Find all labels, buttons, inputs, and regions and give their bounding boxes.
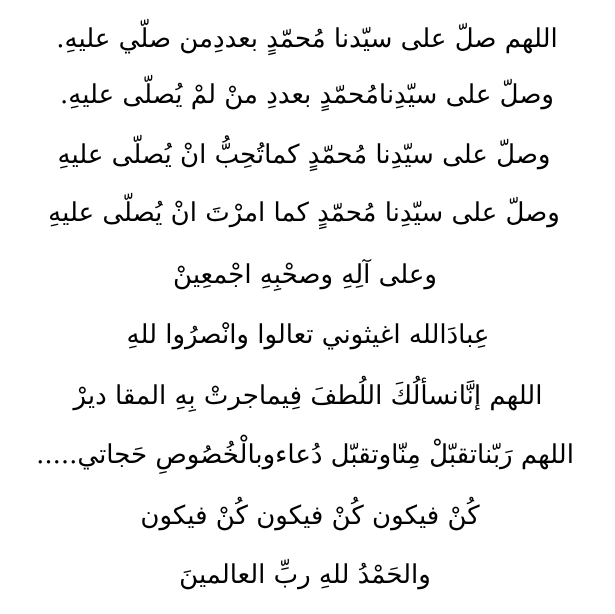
text-line-7: اللهم إنَّانسألُكَ اللُطفَ فِيماجرتْ بِهِ المقا ديرْ bbox=[73, 381, 543, 411]
text-line-4: وصلّ على سيّدِنا مُحمّدٍ كما امرْتَ انْ يُصلّى عليهِ bbox=[48, 198, 560, 228]
text-line-2: وصلّ على سيّدِنامُحمّدٍ بعددِ منْ لمْ يُصلّى عليهِ. bbox=[60, 80, 554, 110]
text-line-6: عِبادَالله اغيثوني تعالوا وانْصرُوا للهِ bbox=[126, 320, 490, 350]
text-line-1: اللهم صلّ على سيّدنا مُحمّدٍ بعددِمن صلّي عليهِ. bbox=[56, 24, 558, 54]
text-line-3: وصلّ على سيّدِنا مُحمّدٍ كماتُحِبُّ انْ يُصلّى عليهِ bbox=[57, 140, 551, 170]
text-line-9: كُنْ فيكون كُنْ فيكون كُنْ فيكون bbox=[140, 501, 480, 531]
text-line-5: وعلى آلِهِ وصحْبِهِ اجْمعِينْ bbox=[173, 260, 437, 290]
text-line-10: والحَمْدُ للهِ ربِّ العالمينَ bbox=[179, 560, 431, 590]
text-line-8: اللهم رَبّناتقبّلْ مِنّاوتقبّل دُعاءوبالْخُصُوصِ حَجاتي..... bbox=[36, 440, 574, 470]
